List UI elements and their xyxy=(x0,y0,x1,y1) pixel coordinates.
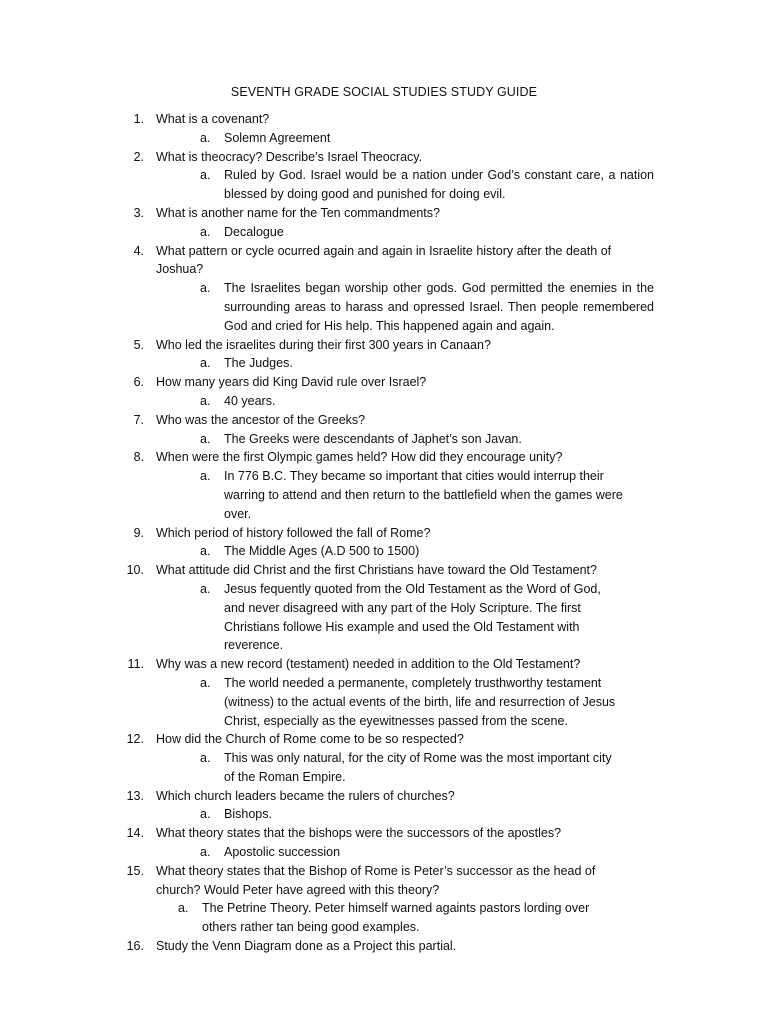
answer-letter: a. xyxy=(178,901,189,916)
question-number: 16. xyxy=(126,939,144,954)
list-item xyxy=(0,730,768,786)
answer xyxy=(200,223,654,242)
question-number: 12. xyxy=(126,732,144,747)
answer xyxy=(200,843,654,862)
question-number: 10. xyxy=(126,563,144,578)
list-item xyxy=(0,448,768,523)
answer-text: The Petrine Theory. Peter himself warned againts pastors lording over others rather tan being good examples. xyxy=(202,901,590,935)
list-item xyxy=(0,862,768,937)
question-text: Which church leaders became the rulers of churches? xyxy=(156,788,455,803)
question-number: 2. xyxy=(133,149,144,164)
answer xyxy=(200,674,624,730)
question-text: What is theocracy? Describe’s Israel Theocracy. xyxy=(156,149,423,164)
answer xyxy=(200,805,654,824)
question-text: Which period of history followed the fall of Rome? xyxy=(156,525,431,540)
answer-text: The Judges. xyxy=(224,356,293,371)
answer-letter: a. xyxy=(200,544,211,559)
answer-text: Solemn Agreement xyxy=(224,130,331,145)
answer xyxy=(200,467,624,523)
question-list xyxy=(0,110,768,956)
list-item xyxy=(0,824,768,862)
question-text: What attitude did Christ and the first Christians have toward the Old Testament? xyxy=(156,563,597,578)
list-item xyxy=(0,110,768,148)
answer-text: The Israelites began worship other gods. God permitted the enemies in the surrounding areas to harass and opressed Israel. Then people remembered God and cried for His help. This happened again and again. xyxy=(224,281,654,333)
answer-letter: a. xyxy=(200,845,211,860)
list-item xyxy=(0,411,768,449)
answer xyxy=(200,392,654,411)
answer-letter: a. xyxy=(200,431,211,446)
question-text: Study the Venn Diagram done as a Project this partial. xyxy=(156,939,457,954)
answer-letter: a. xyxy=(200,469,211,484)
question-number: 3. xyxy=(133,205,144,220)
list-item xyxy=(0,204,768,242)
question-text: When were the first Olympic games held? How did they encourage unity? xyxy=(156,450,563,465)
answer-text: Bishops. xyxy=(224,807,272,822)
answer-letter: a. xyxy=(200,807,211,822)
question-text: What theory states that the bishops were the successors of the apostles? xyxy=(156,826,562,841)
answer-text: The Greeks were descendants of Japhet’s son Javan. xyxy=(224,431,522,446)
question-text: What is another name for the Ten commandments? xyxy=(156,205,440,220)
answer xyxy=(200,542,654,561)
list-item xyxy=(0,561,768,655)
list-item xyxy=(0,242,768,336)
question-number: 6. xyxy=(133,375,144,390)
answer xyxy=(200,749,624,787)
answer xyxy=(200,166,654,204)
question-text: How did the Church of Rome come to be so respected? xyxy=(156,732,464,747)
question-number: 7. xyxy=(133,412,144,427)
answer-text: In 776 B.C. They became so important that cities would interrup their warring to attend and then return to the battlefield when the games were over. xyxy=(224,469,623,521)
question-text: Why was a new record (testament) needed in addition to the Old Testament? xyxy=(156,657,581,672)
question-number: 9. xyxy=(133,525,144,540)
answer-text: 40 years. xyxy=(224,393,276,408)
question-number: 14. xyxy=(126,826,144,841)
question-text: How many years did King David rule over Israel? xyxy=(156,375,427,390)
answer xyxy=(200,354,654,373)
list-item xyxy=(0,787,768,825)
answer-letter: a. xyxy=(200,224,211,239)
list-item xyxy=(0,148,768,204)
question-text: Who was the ancestor of the Greeks? xyxy=(156,412,366,427)
answer-letter: a. xyxy=(200,168,211,183)
document-title: SEVENTH GRADE SOCIAL STUDIES STUDY GUIDE xyxy=(230,85,538,99)
list-item xyxy=(0,524,768,562)
answer xyxy=(178,899,616,937)
answer-text: Jesus fequently quoted from the Old Testament as the Word of God, and never disagreed with any part of the Holy Scripture. The first Christians followe His example and used the Old Testament with reverence. xyxy=(224,581,601,653)
answer-letter: a. xyxy=(200,675,211,690)
question-text: What is a covenant? xyxy=(156,112,270,126)
answer-letter: a. xyxy=(200,281,211,296)
question-text: What theory states that the Bishop of Rome is Peter’s successor as the head of church? Would Peter have agreed with this theory? xyxy=(156,863,596,897)
answer xyxy=(200,580,624,655)
list-item xyxy=(0,655,768,730)
answer-text: The world needed a permanente, completely trusthworthy testament (witness) to the actual events of the birth, life and resurrection of Jesus Christ, especially as the eyewitnesses passed from the scene. xyxy=(224,675,616,728)
answer-text: Apostolic succession xyxy=(224,845,341,860)
answer-text: Decalogue xyxy=(224,224,284,239)
answer-letter: a. xyxy=(200,130,211,145)
question-number: 4. xyxy=(133,243,144,258)
answer-letter: a. xyxy=(200,581,211,596)
question-number: 15. xyxy=(126,863,144,878)
answer-letter: a. xyxy=(200,356,211,371)
answer-text: This was only natural, for the city of Rome was the most important city of the Roman Empire. xyxy=(224,751,612,784)
answer xyxy=(200,430,654,449)
answer xyxy=(200,279,654,335)
answer-text: Ruled by God. Israel would be a nation under God’s constant care, a nation blessed by doing good and punished for doing evil. xyxy=(224,168,654,202)
answer xyxy=(200,129,654,148)
question-text: What pattern or cycle ocurred again and again in Israelite history after the death of Joshua? xyxy=(156,243,612,277)
list-item xyxy=(0,373,768,411)
question-number: 11. xyxy=(127,657,144,672)
question-number: 8. xyxy=(133,450,144,465)
question-text: Who led the israelites during their first 300 years in Canaan? xyxy=(156,337,491,352)
answer-letter: a. xyxy=(200,393,211,408)
question-number: 13. xyxy=(126,788,144,803)
question-number: 1. xyxy=(133,112,144,126)
answer-letter: a. xyxy=(200,751,211,766)
list-item xyxy=(0,336,768,374)
list-item xyxy=(0,937,768,956)
answer-text: The Middle Ages (A.D 500 to 1500) xyxy=(224,544,420,559)
question-number: 5. xyxy=(133,337,144,352)
